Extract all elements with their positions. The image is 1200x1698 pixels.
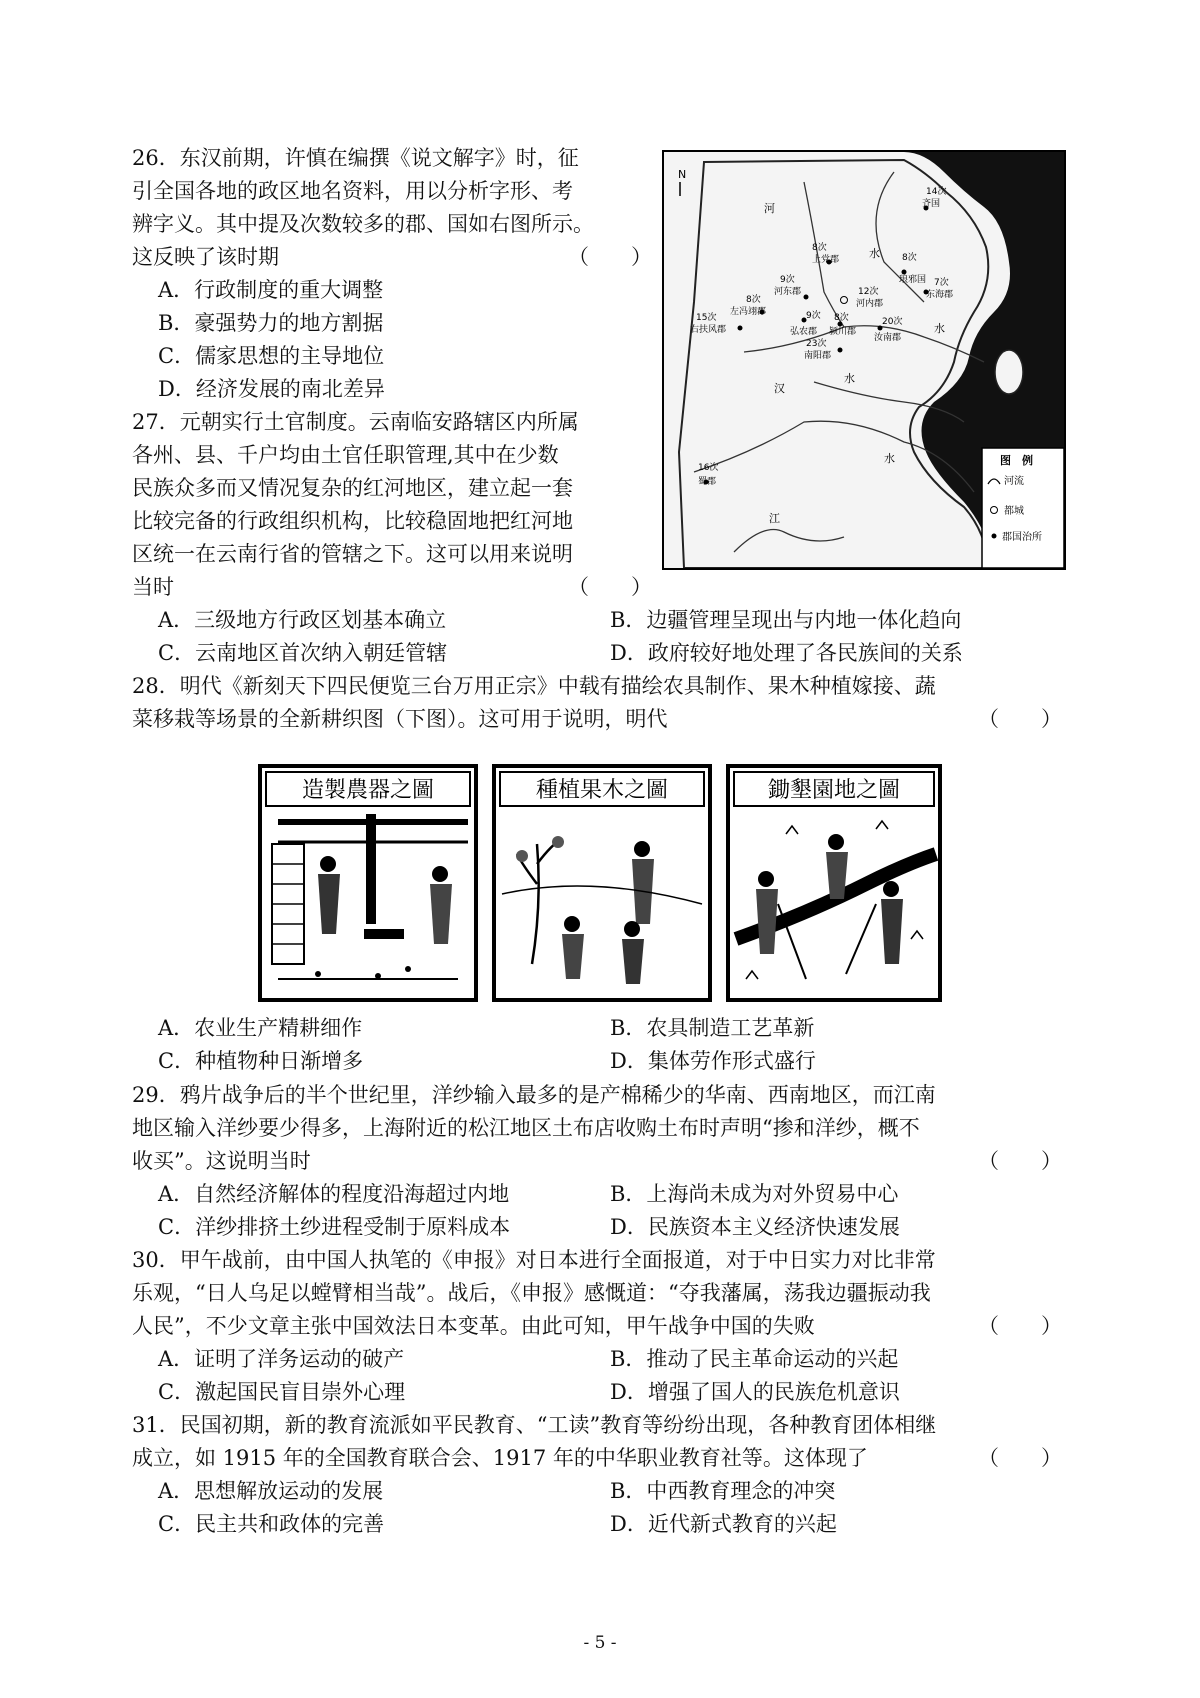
q31-option-b: B．中西教育理念的冲突 xyxy=(610,1479,836,1503)
q27-option-a: A．三级地方行政区划基本确立 xyxy=(158,608,447,632)
q27-option-b: B．边疆管理呈现出与内地一体化趋向 xyxy=(610,608,962,632)
q26-line-3: 辨字义。其中提及次数较多的郡、国如右图所示。 xyxy=(132,212,594,236)
q28-option-b: B．农具制造工艺革新 xyxy=(610,1016,815,1040)
q27-option-d: D．政府较好地处理了各民族间的关系 xyxy=(610,641,963,665)
q27-line-4: 比较完备的行政组织机构，比较稳固地把红河地 xyxy=(132,509,573,533)
woodcut-title-1: 造製農器之圖 xyxy=(301,778,435,803)
q29-option-c: C．洋纱排挤土纱进程受制于原料成本 xyxy=(158,1215,511,1239)
q30-answer-paren: （ ） xyxy=(978,1314,1062,1338)
q27-line-3: 民族众多而又情况复杂的红河地区，建立起一套 xyxy=(132,476,573,500)
map-count-nanyang: 23次 xyxy=(806,339,827,349)
q26-line-1: 26．东汉前期，许慎在编撰《说文解字》时，征 xyxy=(132,146,579,170)
q27-answer-paren: （ ） xyxy=(568,575,652,599)
q29-line-2: 地区输入洋纱要少得多，上海附近的松江地区土布店收购土布时声明“掺和洋纱，概不 xyxy=(132,1116,920,1140)
question-29 xyxy=(132,1079,1062,1178)
q26-option-b: B．豪强势力的地方割据 xyxy=(158,311,384,335)
map-count-langye: 8次 xyxy=(902,253,917,263)
q27-option-c: C．云南地区首次纳入朝廷管辖 xyxy=(158,641,448,665)
q27-line-6: 当时 xyxy=(132,575,174,599)
river-label-6: 江 xyxy=(769,512,780,525)
q26-option-a: A．行政制度的重大调整 xyxy=(158,278,384,302)
q29-answer-paren: （ ） xyxy=(978,1149,1062,1173)
q29-option-b: B．上海尚未成为对外贸易中心 xyxy=(610,1182,899,1206)
q26-option-c: C．儒家思想的主导地位 xyxy=(158,344,385,368)
map-count-runan: 20次 xyxy=(882,317,903,327)
map-legend xyxy=(982,448,1064,568)
q30-line-2: 乐观，“日人乌足以螳臂相当哉”。战后，《申报》感慨道：“夺我藩属，荡我边疆振动我 xyxy=(132,1281,931,1305)
q31-option-c: C．民主共和政体的完善 xyxy=(158,1512,385,1536)
map-count-donghai: 7次 xyxy=(934,278,949,288)
q30-line-3: 人民”，不少文章主张中国效法日本变革。由此可知，甲午战争中国的失败 xyxy=(132,1314,815,1338)
q30-option-b: B．推动了民主革命运动的兴起 xyxy=(610,1347,899,1371)
map-name-hedong: 河东郡 xyxy=(774,287,802,297)
north-label: N xyxy=(678,168,687,181)
page-number: - 5 - xyxy=(583,1633,617,1653)
river-label-5: 水 xyxy=(844,372,855,385)
map-name-qi: 齐国 xyxy=(922,199,941,209)
map-name-shu: 蜀郡 xyxy=(698,477,717,487)
woodcut-hoeing-garden xyxy=(728,766,940,1000)
q26-line-2: 引全国各地的政区地名资料，用以分析字形、考 xyxy=(132,179,573,203)
q29-option-d: D．民族资本主义经济快速发展 xyxy=(610,1215,900,1239)
q29-line-1: 29．鸦片战争后的半个世纪里，洋纱输入最多的是产棉稀少的华南、西南地区，而江南 xyxy=(132,1083,936,1107)
q27-line-5: 区统一在云南行省的管辖之下。这可以用来说明 xyxy=(132,542,573,566)
q31-line-2: 成立，如 1915 年的全国教育联合会、1917 年的中华职业教育社等。这体现了 xyxy=(132,1446,868,1470)
woodcut-fruit-trees xyxy=(494,766,710,1000)
map-name-shangdang: 上党郡 xyxy=(812,255,840,265)
map-count-shu: 16次 xyxy=(698,463,719,473)
q31-answer-paren: （ ） xyxy=(978,1446,1062,1470)
map-name-runan: 汝南郡 xyxy=(874,333,902,343)
legend-title: 图 例 xyxy=(1000,454,1033,467)
q28-answer-paren: （ ） xyxy=(978,707,1062,731)
question-26 xyxy=(132,142,652,274)
river-label-4: 汉 xyxy=(774,382,785,395)
river-label-1: 河 xyxy=(764,202,775,215)
legend-river: 河流 xyxy=(1004,476,1024,487)
legend-seat: 郡国治所 xyxy=(1002,532,1042,543)
map-count-hongnong: 9次 xyxy=(806,311,821,321)
map-name-langye: 琅邪国 xyxy=(899,275,927,285)
woodcut-title-2: 種植果木之圖 xyxy=(535,778,669,803)
q28-line-1: 28．明代《新刻天下四民便览三台万用正宗》中载有描绘农具制作、果木种植嫁接、蔬 xyxy=(132,674,936,698)
q26-line-4: 这反映了该时期 xyxy=(132,245,279,269)
woodcut-tool-making xyxy=(260,766,476,1000)
han-commandery-map xyxy=(662,150,1066,570)
q26-answer-paren: （ ） xyxy=(568,245,652,269)
q30-option-a: A．证明了洋务运动的破产 xyxy=(158,1347,405,1371)
map-count-hedong: 9次 xyxy=(780,275,795,285)
q28-line-2: 菜移栽等场景的全新耕织图（下图）。这可用于说明，明代 xyxy=(132,707,668,731)
q29-option-a: A．自然经济解体的程度沿海超过内地 xyxy=(158,1182,510,1206)
river-label-3: 水 xyxy=(934,322,945,335)
q27-line-2: 各州、县、千户均由土官任职管理,其中在少数 xyxy=(132,443,559,467)
question-30 xyxy=(132,1244,1062,1343)
map-name-hongnong: 弘农郡 xyxy=(790,327,818,337)
question-28 xyxy=(132,670,1062,736)
map-name-youfufeng: 右扶风郡 xyxy=(690,325,727,335)
map-count-yingchuan: 8次 xyxy=(834,313,849,323)
q30-option-c: C．激起国民盲目崇外心理 xyxy=(158,1380,406,1404)
map-count-youfufeng: 15次 xyxy=(696,313,717,323)
q31-option-d: D．近代新式教育的兴起 xyxy=(610,1512,837,1536)
map-name-henei: 河内郡 xyxy=(856,299,884,309)
q28-option-a: A．农业生产精耕细作 xyxy=(158,1016,363,1040)
legend-capital: 都城 xyxy=(1004,506,1024,517)
q30-option-d: D．增强了国人的民族危机意识 xyxy=(610,1380,900,1404)
question-27 xyxy=(132,406,652,604)
map-count-qi: 14次 xyxy=(926,187,947,197)
q30-line-1: 30．甲午战前，由中国人执笔的《申报》对日本进行全面报道，对于中日实力对比非常 xyxy=(132,1248,936,1272)
river-label-2: 水 xyxy=(869,247,880,260)
q29-line-3: 收买”。这说明当时 xyxy=(132,1149,311,1173)
q26-option-d: D．经济发展的南北差异 xyxy=(158,377,385,401)
map-name-zuofengyi: 左冯翊郡 xyxy=(730,307,767,317)
q28-option-d: D．集体劳作形式盛行 xyxy=(610,1049,816,1073)
map-count-zuofengyi: 8次 xyxy=(746,295,761,305)
woodcut-title-3: 鋤墾園地之圖 xyxy=(767,778,901,803)
map-name-nanyang: 南阳郡 xyxy=(804,351,832,361)
map-count-henei: 12次 xyxy=(858,287,879,297)
q28-option-c: C．种植物种日渐增多 xyxy=(158,1049,364,1073)
q31-option-a: A．思想解放运动的发展 xyxy=(158,1479,384,1503)
question-31 xyxy=(132,1409,1062,1475)
q27-line-1: 27．元朝实行土官制度。云南临安路辖区内所属 xyxy=(132,410,579,434)
farming-woodcuts xyxy=(258,764,942,1002)
map-name-donghai: 东海郡 xyxy=(926,290,954,300)
river-label-7: 水 xyxy=(884,452,895,465)
q31-line-1: 31．民国初期，新的教育流派如平民教育、“工读”教育等纷纷出现，各种教育团体相继 xyxy=(132,1413,937,1437)
map-count-shangdang: 8次 xyxy=(812,243,827,253)
map-name-yingchuan: 颍川郡 xyxy=(829,327,857,337)
